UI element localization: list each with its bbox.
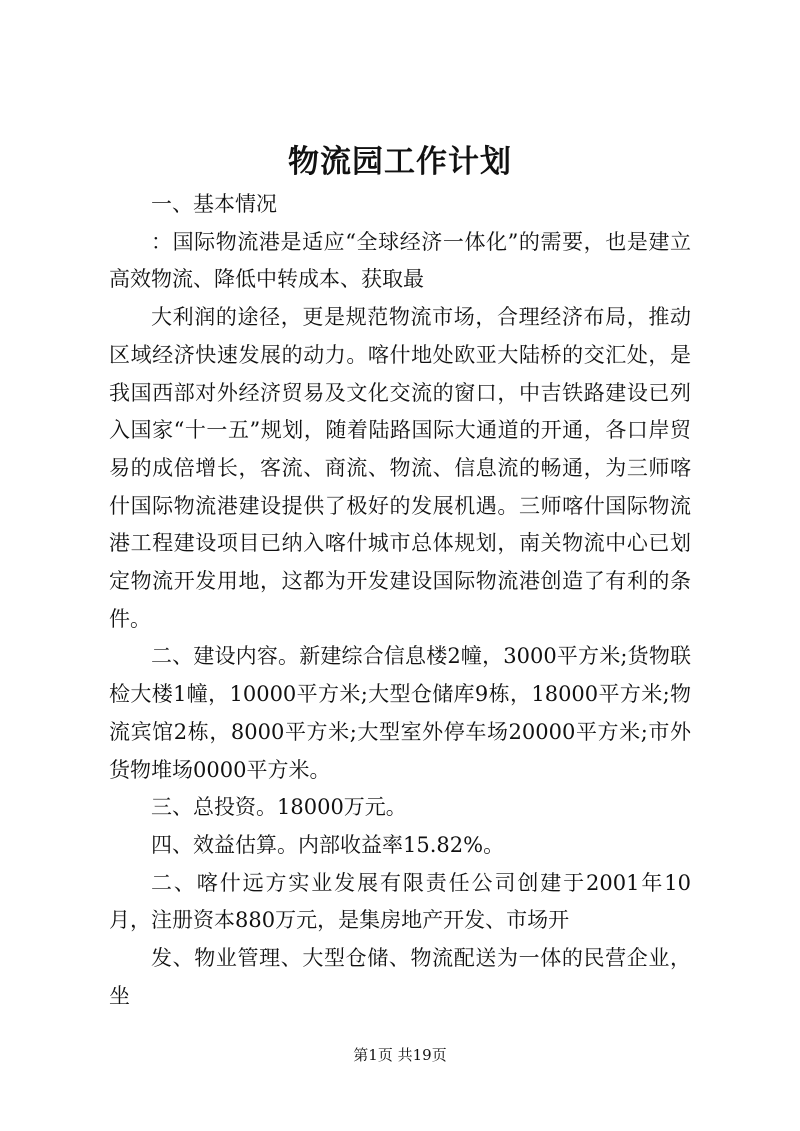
- paragraph-background: 大利润的途径，更是规范物流市场，合理经济布局，推动区域经济快速发展的动力。喀什地处欧亚大陆桥的交汇处，是我国西部对外经济贸易及文化交流的窗口，中吉铁路建设已列入国家“十一五”规划，随着陆路国际大通道的开通，各口岸贸易的成倍增长，客流、商流、物流、信息流的畅通，为三师喀什国际物流港建设提供了极好的发展机遇。三师喀什国际物流港工程建设项目已纳入喀什城市总体规划，南关物流中心已划定物流开发用地，这都为开发建设国际物流港创造了有利的条件。: [109, 305, 691, 631]
- paragraph-total-investment: 三、总投资。18000万元。: [151, 795, 407, 820]
- section-heading-basic-info: 一、基本情况: [151, 192, 277, 216]
- document-body: [109, 186, 691, 1015]
- paragraph-benefit-estimate: 四、效益估算。内部收益率15.82%。: [151, 832, 505, 857]
- document-title: 物流园工作计划: [288, 144, 512, 180]
- paragraph-construction-content: 二、建设内容。新建综合信息楼2幢，3000平方米;货物联检大楼1幢，10000平方米;大型仓储库9栋，18000平方米;物流宾馆2栋，8000平方米;大型室外停车场20000平方米;市外货物堆场0000平方米。: [109, 644, 691, 782]
- paragraph-company-business: 发、物业管理、大型仓储、物流配送为一体的民营企业，坐: [109, 946, 691, 1008]
- paragraph-company-intro: 二、喀什远方实业发展有限责任公司创建于2001年10月，注册资本880万元，是集房地产开发、市场开: [109, 870, 691, 933]
- page-footer: 第1页 共19页: [353, 1046, 447, 1064]
- paragraph-intro: ：国际物流港是适应“全球经济一体化”的需要，也是建立高效物流、降低中转成本、获取最: [109, 229, 691, 292]
